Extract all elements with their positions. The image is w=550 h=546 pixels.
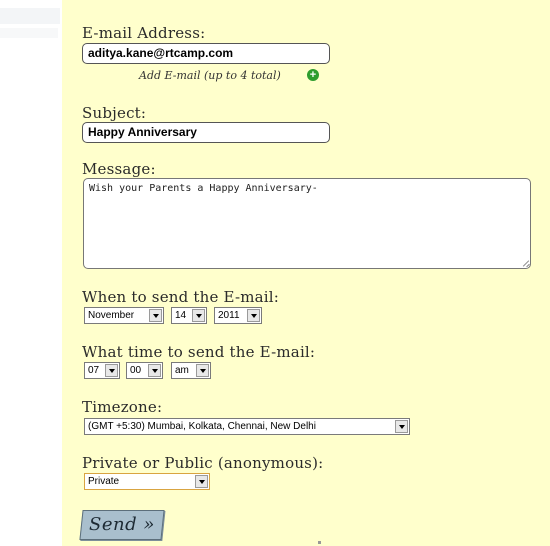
add-email-link[interactable]: Add E-mail (up to 4 total) — [139, 69, 281, 82]
time-label: What time to send the E-mail: — [82, 343, 316, 361]
hour-select[interactable] — [84, 362, 120, 379]
page-sidebar-edge — [0, 0, 62, 546]
chevron-down-icon[interactable] — [196, 364, 209, 377]
divider-mark — [318, 541, 321, 544]
chevron-down-icon[interactable] — [195, 475, 208, 488]
day-value: 14 — [175, 310, 187, 321]
resize-grip-icon[interactable] — [521, 259, 529, 267]
day-select[interactable] — [171, 307, 207, 324]
year-value: 2011 — [218, 310, 240, 321]
timezone-label: Timezone: — [82, 398, 163, 416]
chevron-down-icon[interactable] — [192, 309, 205, 322]
privacy-label: Private or Public (anonymous): — [82, 454, 324, 472]
timezone-select[interactable] — [84, 418, 410, 435]
send-button[interactable] — [79, 510, 164, 540]
chevron-down-icon[interactable] — [247, 309, 260, 322]
message-label: Message: — [82, 160, 156, 178]
message-textarea[interactable] — [83, 178, 531, 269]
ampm-value: am — [175, 365, 189, 376]
date-label: When to send the E-mail: — [82, 288, 280, 306]
blurred-nav-block — [0, 8, 60, 24]
hour-value: 07 — [88, 365, 100, 376]
subject-label: Subject: — [82, 104, 147, 122]
email-label: E-mail Address: — [82, 24, 206, 42]
timezone-value: (GMT +5:30) Mumbai, Kolkata, Chennai, New Delhi — [88, 421, 316, 432]
subject-field[interactable]: Happy Anniversary — [82, 122, 330, 143]
blurred-nav-block — [0, 28, 58, 38]
privacy-select[interactable] — [84, 473, 210, 490]
email-field[interactable]: aditya.kane@rtcamp.com — [82, 43, 330, 64]
chevron-down-icon[interactable] — [149, 309, 162, 322]
ampm-select[interactable] — [171, 362, 211, 379]
message-text: Wish your Parents a Happy Anniversary- — [89, 183, 318, 194]
add-circle-icon[interactable]: + — [307, 69, 319, 81]
month-value: November — [88, 310, 135, 321]
minute-value: 00 — [130, 365, 142, 376]
send-button-label: Send » — [89, 514, 155, 535]
minute-select[interactable] — [126, 362, 163, 379]
chevron-down-icon[interactable] — [395, 420, 408, 433]
privacy-value: Private — [88, 476, 120, 487]
chevron-down-icon[interactable] — [148, 364, 161, 377]
chevron-down-icon[interactable] — [105, 364, 118, 377]
year-select[interactable] — [214, 307, 262, 324]
month-select[interactable] — [84, 307, 164, 324]
